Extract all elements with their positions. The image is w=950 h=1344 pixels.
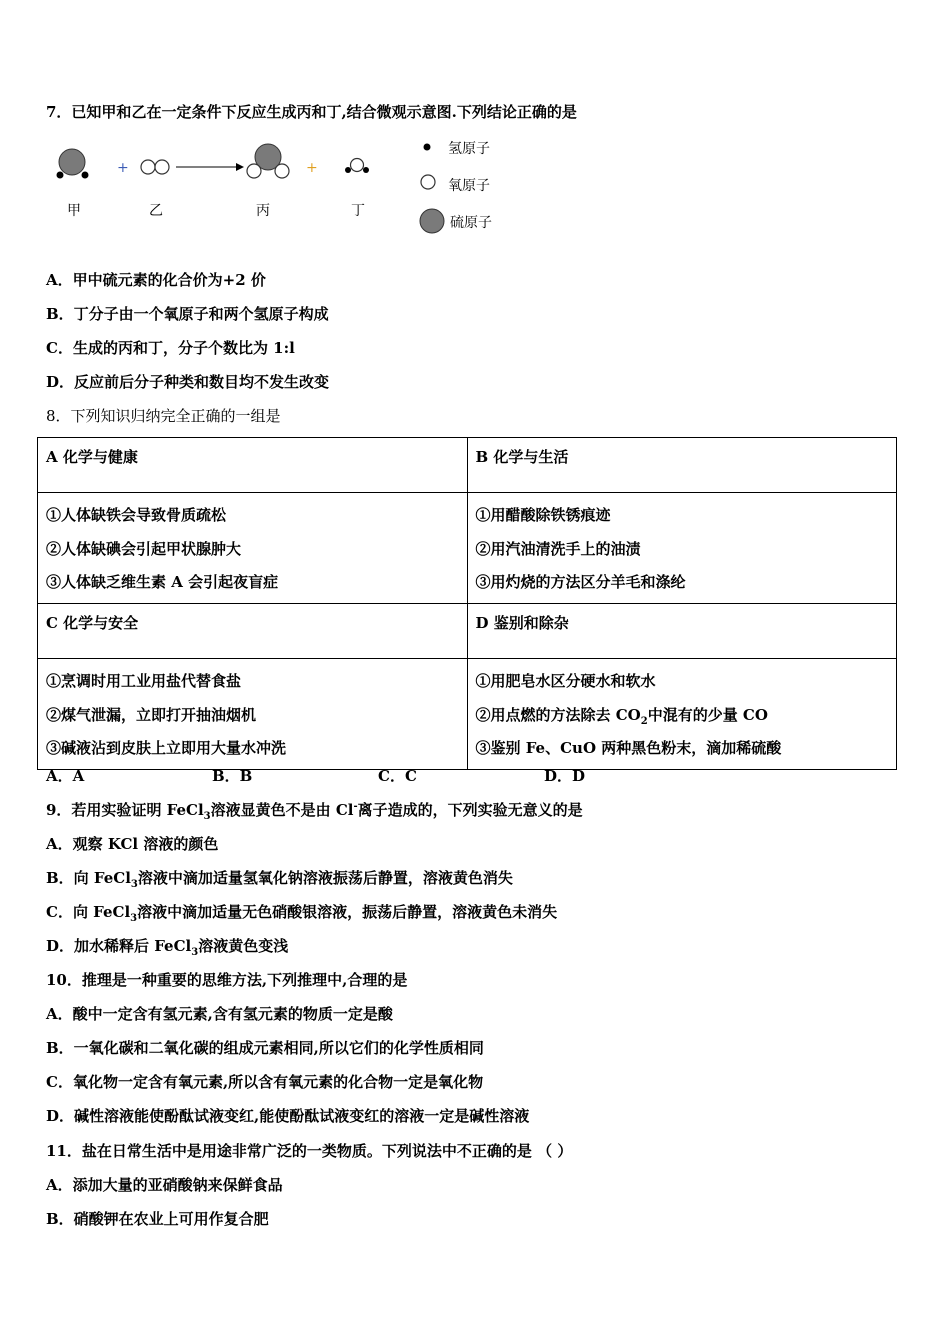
cell-a-items (38, 493, 468, 604)
q9-option-c: C．向 FeCl$_3$溶液中滴加适量无色硝酸银溶液，振荡后静置，溶液黄色未消失 (46, 903, 558, 924)
q7-option-a: A．甲中硫元素的化合价为+2 价 (46, 271, 266, 289)
knowledge-table (37, 437, 897, 770)
q11-stem: 11．盐在日常生活中是用途非常广泛的一类物质。下列说法中不正确的是 （ ） (46, 1142, 573, 1160)
molecule-ding (345, 159, 369, 174)
legend (420, 141, 492, 233)
q8-option-a: A．A (46, 767, 85, 785)
cell-b-items (467, 493, 897, 604)
legend-sulfur: 硫原子 (450, 215, 492, 231)
q8-stem: 8．下列知识归纳完全正确的一组是 (46, 407, 281, 425)
legend-hydrogen: 氢原子 (448, 141, 490, 157)
label-jia: 甲 (67, 203, 81, 219)
molecule-yi (141, 160, 169, 174)
label-yi: 乙 (149, 203, 163, 219)
q8-option-c: C．C (378, 767, 417, 785)
legend-sulfur-symbol (420, 209, 444, 233)
cell-d-items (467, 659, 897, 770)
molecule-jia (57, 149, 89, 179)
plus-sign-2: + (306, 160, 318, 176)
q10-option-d: D．碱性溶液能使酚酞试液变红,能使酚酞试液变红的溶液一定是碱性溶液 (46, 1107, 530, 1125)
q10-option-a: A．酸中一定含有氢元素,含有氢元素的物质一定是酸 (46, 1005, 393, 1023)
q8-options (46, 766, 710, 786)
cell-d-item: ③鉴别 Fe、CuO 两种黑色粉末，滴加稀硫酸 (475, 739, 782, 757)
cell-b-item: ②用汽油清洗手上的油渍 (475, 539, 641, 558)
q9-option-d: D．加水稀释后 FeCl$_3$溶液黄色变浅 (46, 937, 289, 958)
cell-c-item: ①烹调时用工业用盐代替食盐 (46, 672, 242, 690)
q8-option-b: B．B (212, 767, 253, 785)
label-ding: 丁 (351, 203, 365, 219)
q11-option-a: A．添加大量的亚硝酸钠来保鲜食品 (46, 1176, 283, 1194)
reaction-arrow (176, 163, 244, 171)
cell-a-item: ①人体缺铁会导致骨质疏松 (46, 506, 227, 524)
legend-hydrogen-symbol (424, 144, 431, 151)
legend-oxygen: 氧原子 (448, 178, 490, 194)
cell-d-item: ②用点燃的方法除去 $CO_2$中混有的少量 CO (475, 705, 768, 727)
legend-oxygen-symbol (421, 175, 435, 189)
cell-c-items (38, 659, 468, 770)
q10-stem: 10．推理是一种重要的思维方法,下列推理中,合理的是 (46, 971, 408, 989)
label-bing: 丙 (256, 203, 270, 219)
cell-b-title: B 化学与生活 (467, 438, 897, 493)
q7-option-c: C．生成的丙和丁，分子个数比为 1:l (46, 339, 295, 357)
cell-b-item: ③用灼烧的方法区分羊毛和涤纶 (475, 573, 686, 591)
cell-c-item: ③碱液沾到皮肤上立即用大量水冲洗 (46, 739, 287, 757)
q7-option-b: B．丁分子由一个氧原子和两个氢原子构成 (46, 305, 329, 323)
q9-option-b: B．向 FeCl$_3$溶液中滴加适量氢氧化钠溶液振荡后静置，溶液黄色消失 (46, 869, 513, 890)
plus-sign-1: + (117, 160, 129, 176)
cell-c-item: ②煤气泄漏，立即打开抽油烟机 (46, 705, 257, 724)
cell-a-item: ②人体缺碘会引起甲状腺肿大 (46, 539, 242, 558)
cell-a-title: A 化学与健康 (38, 438, 468, 493)
q8-option-d: D．D (544, 767, 586, 785)
q10-option-b: B．一氧化碳和二氧化碳的组成元素相同,所以它们的化学性质相同 (46, 1039, 484, 1057)
q11-option-b: B．硝酸钾在农业上可用作复合肥 (46, 1210, 269, 1228)
cell-b-item: ①用醋酸除铁锈痕迹 (475, 506, 611, 524)
cell-c-title: C 化学与安全 (38, 604, 468, 659)
q7-stem: 7．已知甲和乙在一定条件下反应生成丙和丁,结合微观示意图.下列结论正确的是 (46, 103, 577, 121)
cell-a-item: ③人体缺乏维生素 A 会引起夜盲症 (46, 573, 279, 591)
molecule-reaction-diagram (50, 138, 530, 238)
q9-stem: 9．若用实验证明 FeCl$_3$溶液显黄色不是由 Cl-离子造成的，下列实验无意义的是 (46, 801, 583, 822)
q9-option-a: A．观察 KCl 溶液的颜色 (46, 835, 219, 853)
cell-d-item: ①用肥皂水区分硬水和软水 (475, 672, 656, 690)
cell-d-title: D 鉴别和除杂 (467, 604, 897, 659)
molecule-bing (247, 144, 289, 178)
q10-option-c: C．氧化物一定含有氧元素,所以含有氧元素的化合物一定是氧化物 (46, 1073, 484, 1091)
q7-option-d: D．反应前后分子种类和数目均不发生改变 (46, 373, 330, 391)
